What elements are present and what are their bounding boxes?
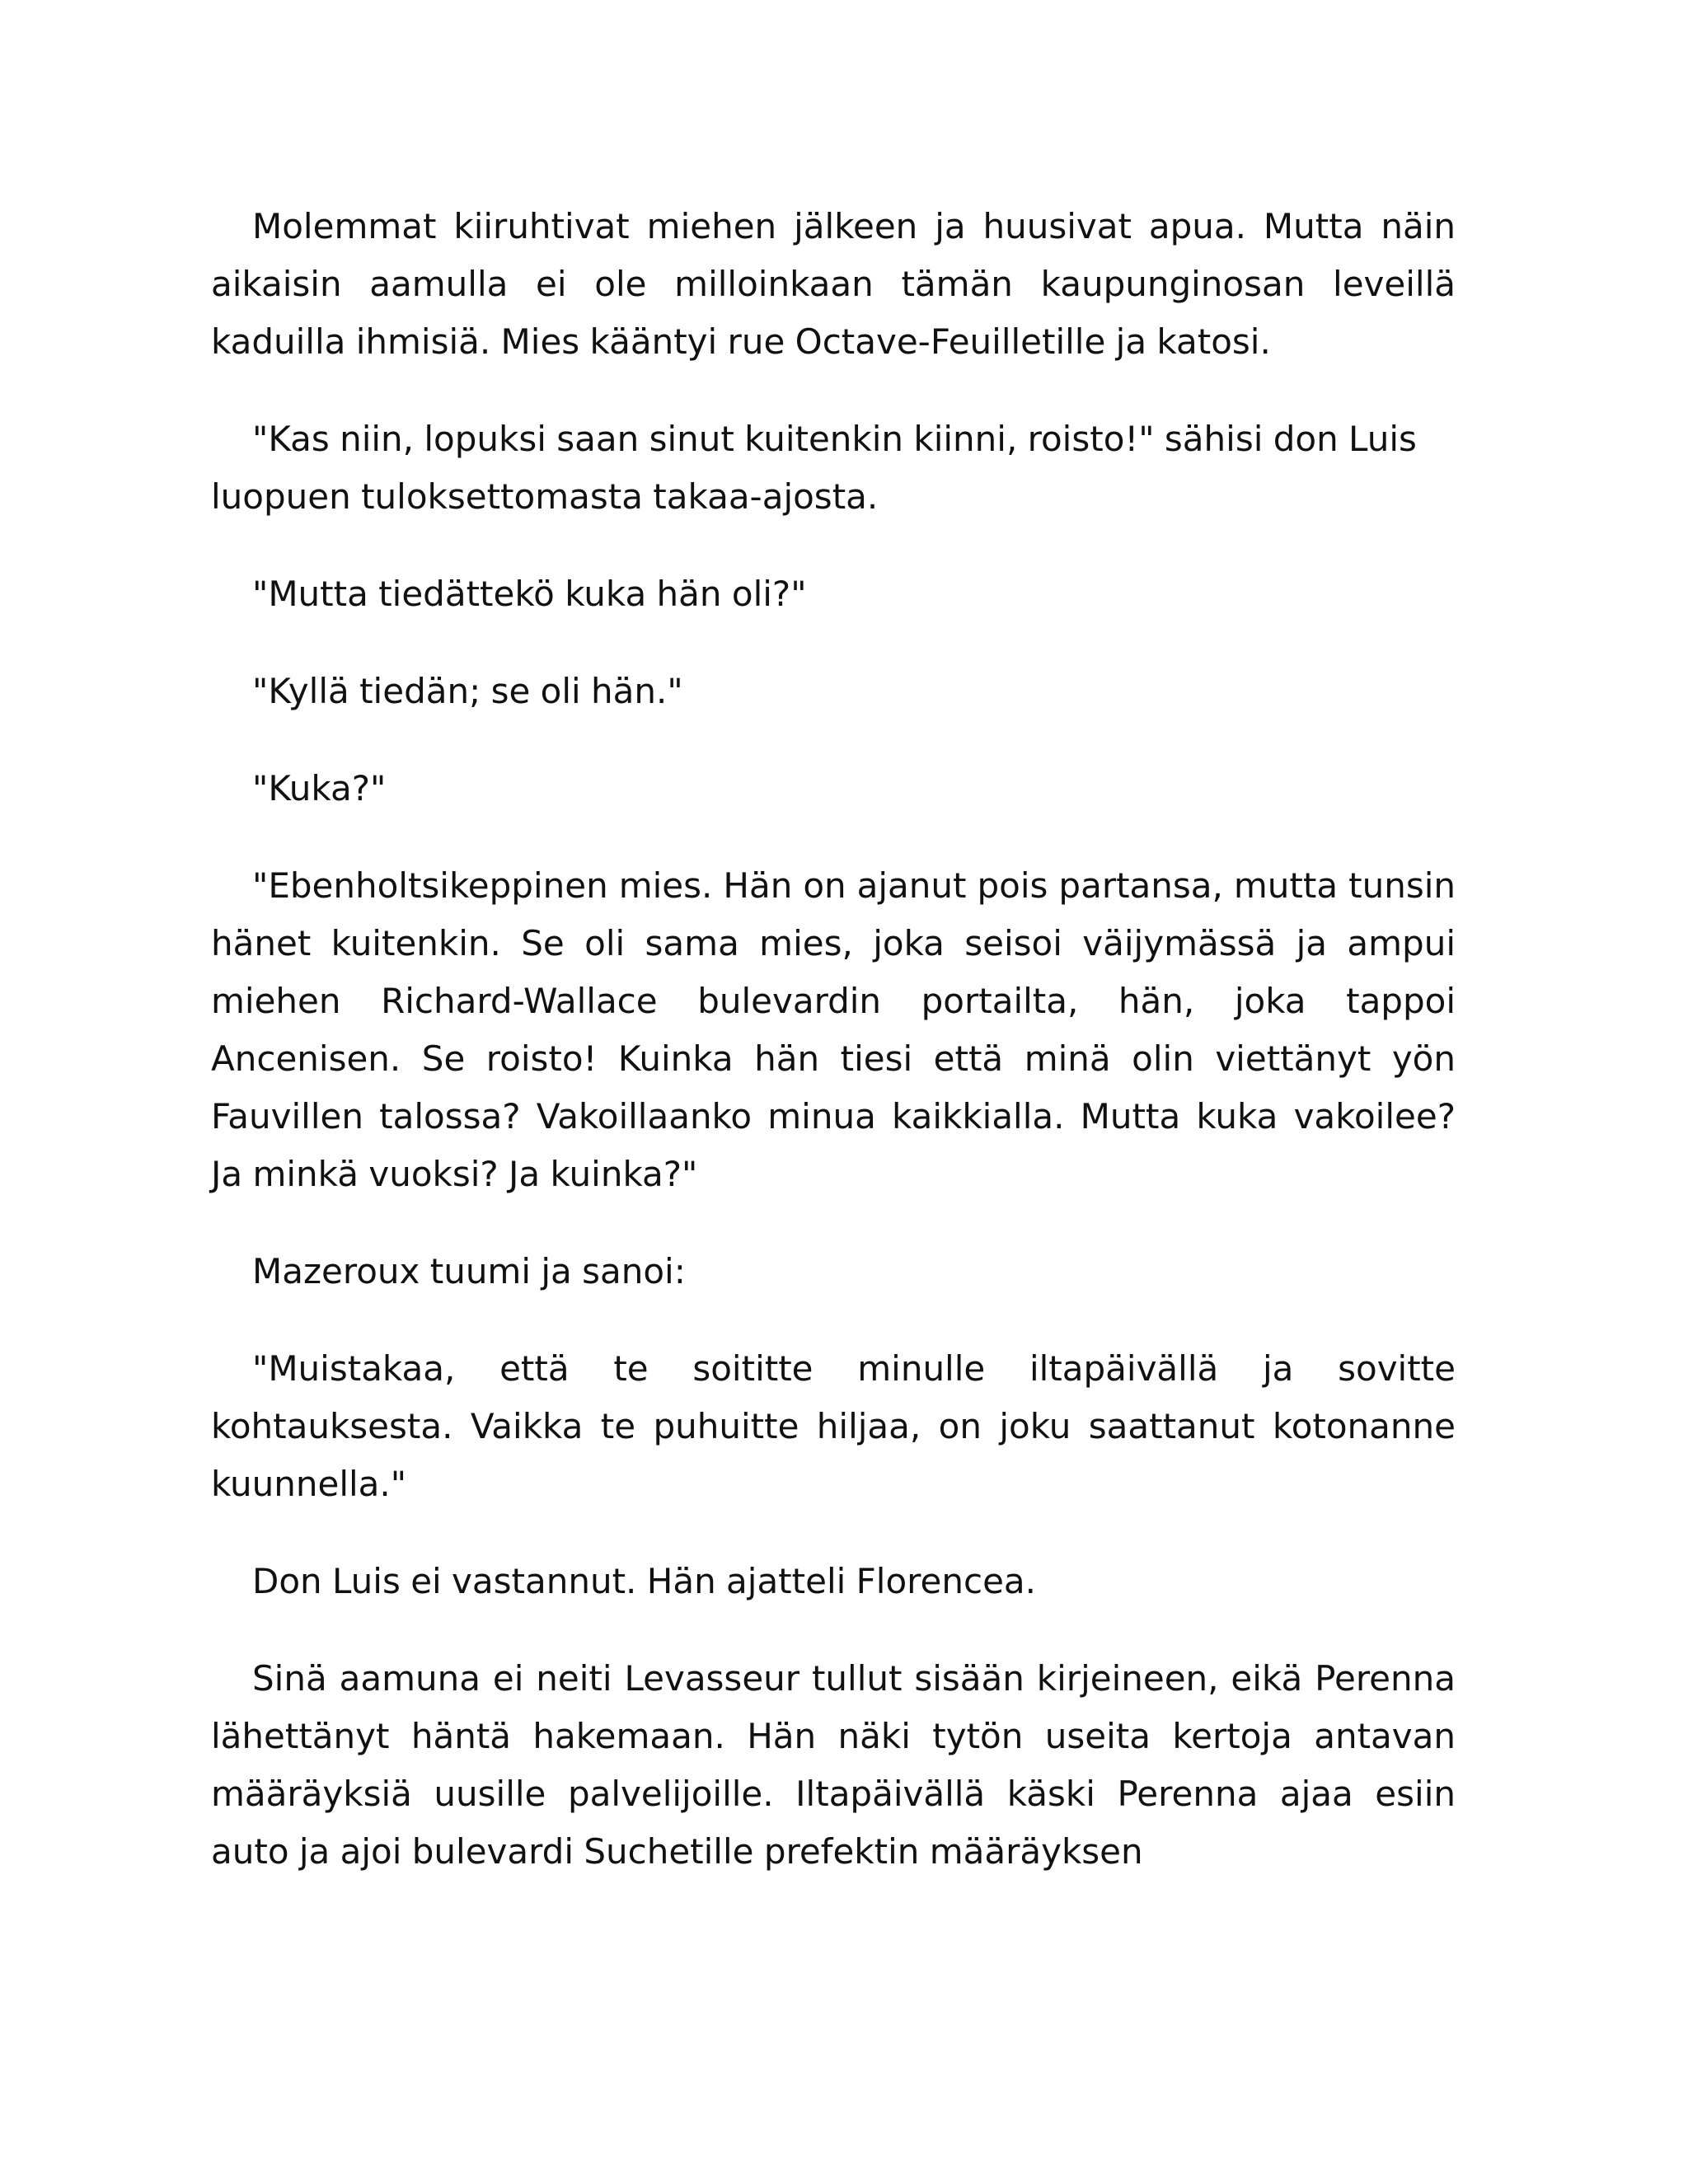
paragraph-3: "Mutta tiedättekö kuka hän oli?" (252, 574, 807, 614)
paragraph-1: Molemmat kiiruhtivat miehen jälkeen ja huusivat apua. Mutta näin aikaisin aamulla ei ole milloinkaan tämän kaupunginosan leveillä kaduilla ihmisiä. Mies kääntyi rue Octave-Feuilletille ja katosi. (211, 206, 1456, 362)
paragraph-8: "Muistakaa, että te soititte minulle iltapäivällä ja sovitte kohtauksesta. Vaikka te puhuitte hiljaa, on joku saattanut kotonanne kuunnella." (211, 1348, 1456, 1504)
paragraph-5: "Kuka?" (252, 768, 387, 808)
paragraph-10: Sinä aamuna ei neiti Levasseur tullut sisään kirjeineen, eikä Perenna lähettänyt häntä hakemaan. Hän näki tytön useita kertoja antavan määräyksiä uusille palvelijoille. Iltapäivällä käski Perenna ajaa esiin auto ja ajoi bulevardi Suchetille prefektin määräyksen (211, 1658, 1456, 1872)
paragraph-6: "Ebenholtsikeppinen mies. Hän on ajanut pois partansa, mutta tunsin hänet kuitenkin. Se oli sama mies, joka seisoi väijymässä ja ampui miehen Richard-Wallace bulevardin portailta, hän, joka tappoi Ancenisen. Se roisto! Kuinka hän tiesi että minä olin viettänyt yön Fauvillen talossa? Vakoillaanko minua kaikkialla. Mutta kuka vakoilee? Ja minkä vuoksi? Ja kuinka?" (211, 865, 1456, 1194)
body-text (211, 198, 1456, 1920)
paragraph-4: "Kyllä tiedän; se oli hän." (252, 671, 683, 711)
paragraph-2: "Kas niin, lopuksi saan sinut kuitenkin kiinni, roisto!" sähisi don Luis luopuen tuloksettomasta takaa-ajosta. (211, 419, 1417, 517)
paragraph-7: Mazeroux tuumi ja sanoi: (252, 1251, 686, 1291)
paragraph-9: Don Luis ei vastannut. Hän ajatteli Florencea. (252, 1561, 1036, 1601)
